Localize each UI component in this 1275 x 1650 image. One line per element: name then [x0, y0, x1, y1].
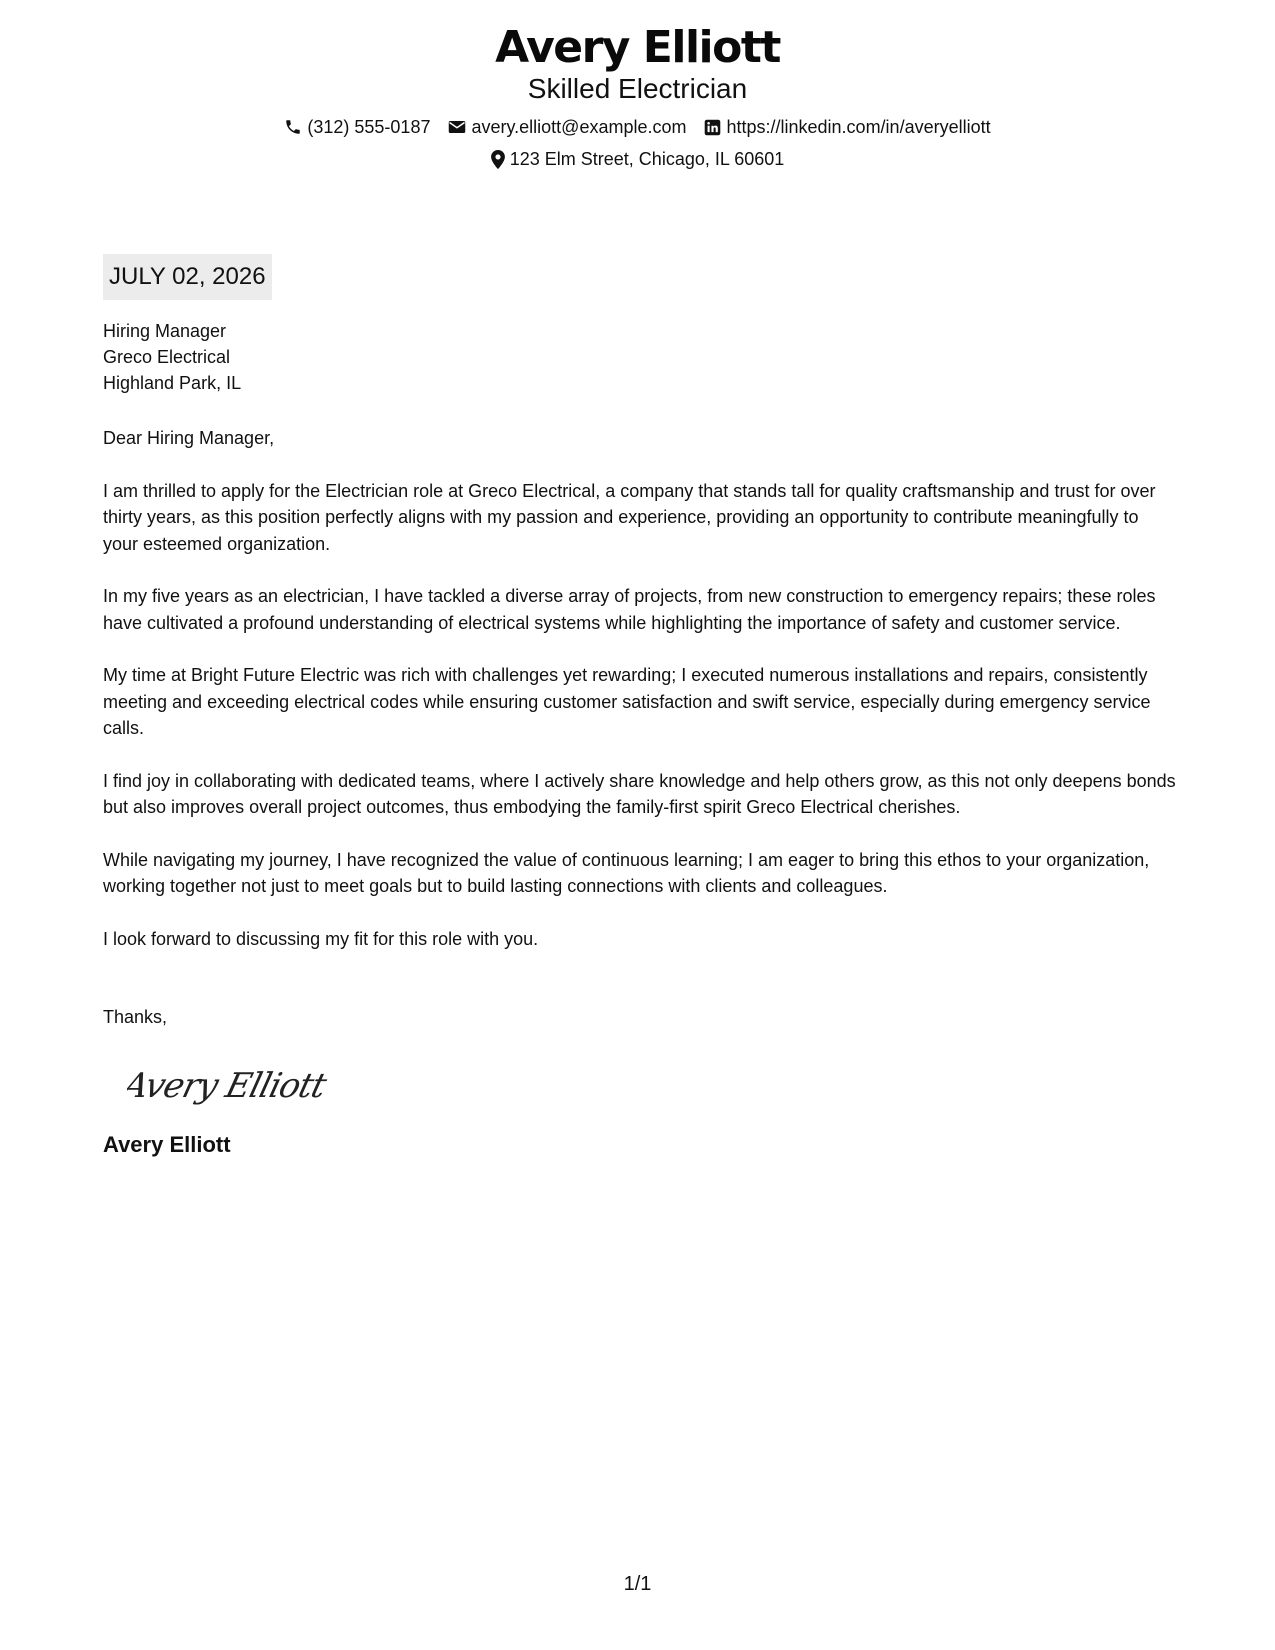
- map-pin-icon: [491, 150, 505, 169]
- contact-phone: [284, 116, 430, 138]
- applicant-name: Avery Elliott: [495, 22, 780, 73]
- page-indicator: 1/1: [623, 1573, 652, 1595]
- paragraph: I am thrilled to apply for the Electrician role at Greco Electrical, a company that stands tall for quality craftsmanship and trust for over thirty years, as this position perfectly aligns with my passion and experience, providing an opportunity to contribute meaningfully to your esteemed organization.: [103, 480, 1156, 554]
- closing: Thanks,: [103, 1007, 168, 1027]
- salutation: Dear Hiring Manager,: [103, 428, 275, 448]
- recipient-company: Greco Electrical: [103, 347, 231, 367]
- recipient-name: Hiring Manager: [103, 321, 227, 341]
- address-text: 123 Elm Street, Chicago, IL 60601: [509, 149, 785, 169]
- paragraph: While navigating my journey, I have recognized the value of continuous learning; I am eager to bring this ethos to your organization, working together not just to meet goals but to build lasting connections with clients and colleagues.: [103, 849, 1150, 896]
- applicant-title: Skilled Electrician: [527, 73, 748, 104]
- letter-date: JULY 02, 2026: [103, 254, 272, 300]
- phone-icon: [284, 118, 302, 136]
- signature-text: Avery Elliott: [127, 1065, 330, 1106]
- envelope-icon: [448, 119, 466, 135]
- contact-row-primary: [0, 116, 1275, 138]
- paragraph: In my five years as an electrician, I have tackled a diverse array of projects, from new construction to emergency repairs; these roles have cultivated a profound understanding of electrical systems while highlighting the importance of safety and customer service.: [103, 586, 1156, 633]
- signature-image: [127, 1057, 1178, 1113]
- recipient-location: Highland Park, IL: [103, 373, 242, 393]
- email-link[interactable]: avery.elliott@example.com: [471, 117, 687, 137]
- phone-number[interactable]: (312) 555-0187: [307, 117, 431, 137]
- signer-name: Avery Elliott: [103, 1131, 231, 1157]
- contact-address: [491, 148, 785, 170]
- contact-email: [448, 116, 686, 138]
- linkedin-link[interactable]: https://linkedin.com/in/averyelliott: [726, 117, 991, 137]
- letter-header: [0, 22, 1275, 170]
- paragraph: I look forward to discussing my fit for this role with you.: [103, 928, 539, 949]
- paragraph: I find joy in collaborating with dedicated teams, where I actively share knowledge and help others grow, as this not only deepens bonds but also improves overall project outcomes, thus embodying the family-first spirit Greco Electrical cherishes.: [103, 770, 1176, 817]
- letter-body: [103, 318, 1178, 1159]
- contact-linkedin: [704, 116, 990, 138]
- contact-row-secondary: [0, 148, 1275, 170]
- recipient-block: [103, 318, 1178, 396]
- paragraph: My time at Bright Future Electric was rich with challenges yet rewarding; I executed numerous installations and repairs, consistently meeting and exceeding electrical codes while ensuring customer satisfaction and swift service, especially during emergency service calls.: [103, 665, 1151, 738]
- linkedin-icon: [704, 119, 721, 136]
